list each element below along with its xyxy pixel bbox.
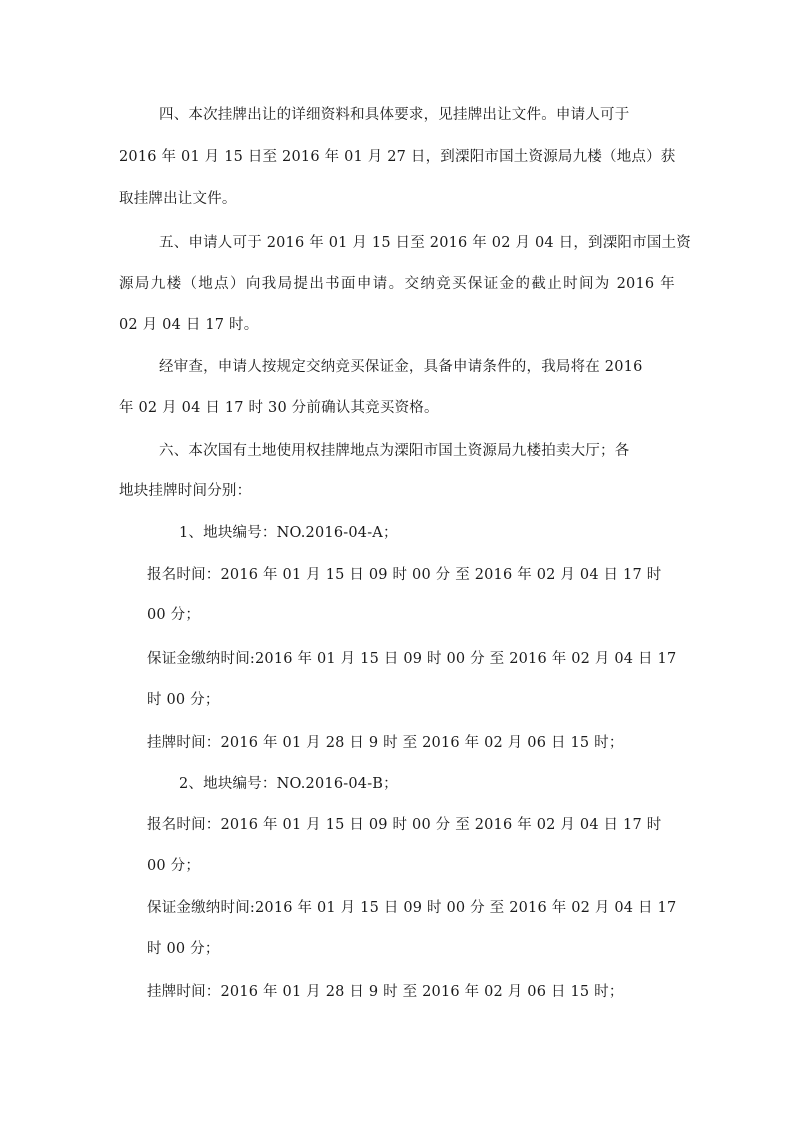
paragraph-review-line-2: 年 02 月 04 日 17 时 30 分前确认其竞买资格。 bbox=[119, 400, 439, 416]
paragraph-5-line-2: 源局九楼（地点）向我局提出书面申请。交纳竞买保证金的截止时间为 2016 年 bbox=[119, 276, 675, 292]
plot-a-deposit-time-line-2: 时 00 分； bbox=[147, 692, 220, 708]
plot-b-number: 2、地块编号：NO.2016-04-B； bbox=[179, 776, 398, 792]
paragraph-5-line-3: 02 月 04 日 17 时。 bbox=[119, 317, 259, 333]
plot-b-listing-time: 挂牌时间：2016 年 01 月 28 日 9 时 至 2016 年 02 月 06 日 15 时； bbox=[147, 984, 624, 1000]
paragraph-4-line-1: 四、本次挂牌出让的详细资料和具体要求，见挂牌出让文件。申请人可于 bbox=[159, 107, 630, 123]
plot-a-registration-time-line-1: 报名时间：2016 年 01 月 15 日 09 时 00 分 至 2016 年 02 月 04 日 17 时 bbox=[147, 567, 662, 583]
plot-b-deposit-time-line-2: 时 00 分； bbox=[147, 941, 220, 957]
plot-b-registration-time-line-2: 00 分； bbox=[147, 858, 201, 874]
plot-a-listing-time: 挂牌时间：2016 年 01 月 28 日 9 时 至 2016 年 02 月 06 日 15 时； bbox=[147, 735, 624, 751]
plot-b-registration-time-line-1: 报名时间：2016 年 01 月 15 日 09 时 00 分 至 2016 年 02 月 04 日 17 时 bbox=[147, 817, 662, 833]
paragraph-6-line-2: 地块挂牌时间分别： bbox=[119, 483, 252, 499]
paragraph-review-line-1: 经审查，申请人按规定交纳竞买保证金，具备申请条件的，我局将在 2016 bbox=[159, 359, 643, 375]
plot-a-number: 1、地块编号：NO.2016-04-A； bbox=[179, 525, 398, 541]
paragraph-6-line-1: 六、本次国有土地使用权挂牌地点为溧阳市国土资源局九楼拍卖大厅；各 bbox=[159, 443, 630, 459]
plot-a-registration-time-line-2: 00 分； bbox=[147, 607, 201, 623]
paragraph-5-line-1: 五、申请人可于 2016 年 01 月 15 日至 2016 年 02 月 04 日，到溧阳市国土资 bbox=[159, 235, 691, 251]
plot-b-deposit-time-line-1: 保证金缴纳时间:2016 年 01 月 15 日 09 时 00 分 至 2016 年 02 月 04 日 17 bbox=[147, 900, 677, 916]
paragraph-4-line-3: 取挂牌出让文件。 bbox=[119, 191, 237, 207]
plot-a-deposit-time-line-1: 保证金缴纳时间:2016 年 01 月 15 日 09 时 00 分 至 2016 年 02 月 04 日 17 bbox=[147, 651, 677, 667]
paragraph-4-line-2: 2016 年 01 月 15 日至 2016 年 01 月 27 日，到溧阳市国土资源局九楼（地点）获 bbox=[119, 149, 676, 165]
